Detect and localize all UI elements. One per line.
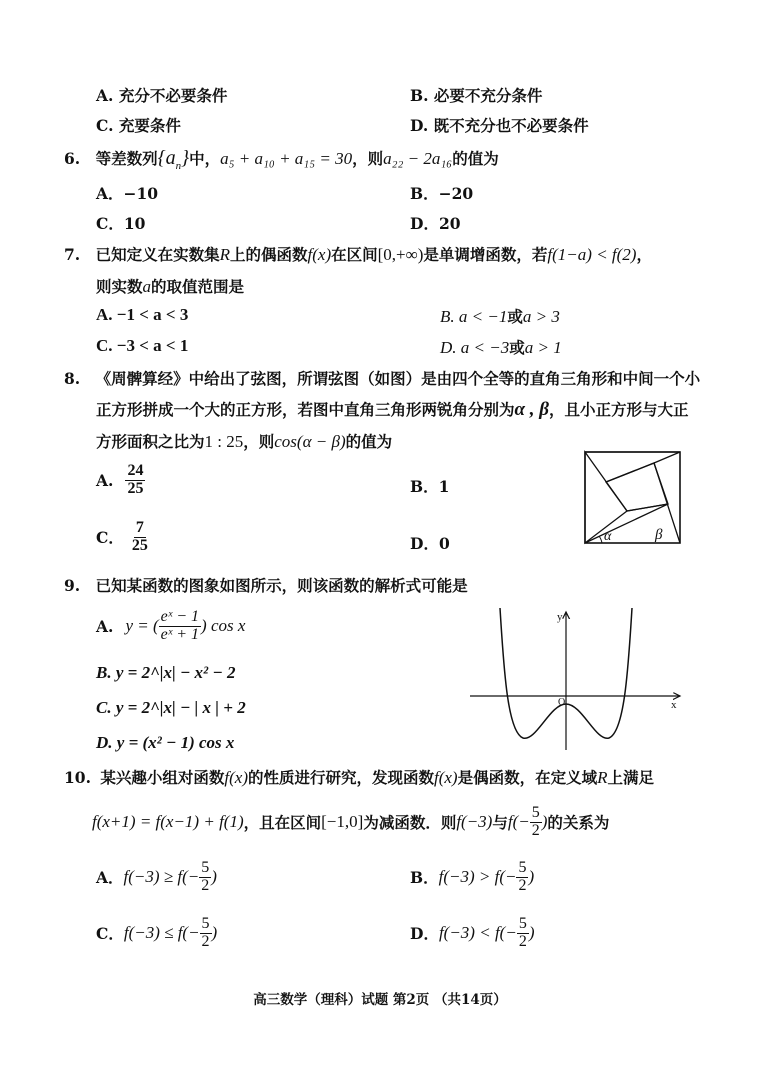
q8-option-c: C． $\frac{7}{25}$ bbox=[96, 519, 148, 554]
q6-option-a: A．−10 bbox=[96, 184, 159, 203]
q8-stem-line1: 8. 《周髀算经》中给出了弦图，所谓弦图（如图）是由四个全等的直角三角形和中间一个小 bbox=[64, 369, 701, 388]
q9-number: 9. bbox=[64, 576, 81, 595]
q7-option-c: C. −3 < a < 1 bbox=[96, 336, 189, 355]
q7-stem-line2: 则实数a的取值范围是 bbox=[96, 277, 245, 296]
q7-option-d: D. a < −3或a > 1 bbox=[440, 338, 562, 357]
beta-label: β bbox=[655, 527, 663, 543]
q6-stem: 6. 等差数列$\{a_n\}$中，a₅ + a₁₀ + a₁₅ = 30，则a₂₂ − 2a₁₆的值为 bbox=[64, 147, 499, 172]
q7-option-a: A. −1 < a < 3 bbox=[96, 305, 189, 324]
q9-stem: 9. 已知某函数的图象如图所示，则该函数的解析式可能是 bbox=[64, 576, 468, 595]
q10-option-d: D． f(−3) < f(− $\frac{5}{2}$ ) bbox=[410, 915, 535, 950]
q8-option-d: D．0 bbox=[410, 534, 450, 553]
q10-stem-line1: 10. 某兴趣小组对函数f(x)的性质进行研究，发现函数f(x)是偶函数，在定义域R上满足 bbox=[64, 768, 655, 787]
q6-sequence: $\{a_n\}$ bbox=[157, 147, 190, 172]
q10-option-b: B． f(−3) > f(− $\frac{5}{2}$ ) bbox=[410, 859, 535, 894]
q8-option-a: A. $\frac{24}{25}$ bbox=[96, 462, 144, 497]
q6-option-c: C．10 bbox=[96, 214, 146, 233]
origin-label: O bbox=[558, 697, 566, 708]
q8-stem-line3: 方形面积之比为1 : 25，则cos(α − β)的值为 bbox=[96, 432, 393, 451]
q10-option-c: C． f(−3) ≤ f(− $\frac{5}{2}$ ) bbox=[96, 915, 218, 950]
q9-option-c: C. y = 2^|x| − | x | + 2 bbox=[96, 698, 246, 717]
q9-option-b: B. y = 2^|x| − x² − 2 bbox=[96, 663, 236, 682]
q8-string-diagram bbox=[582, 449, 686, 547]
q8-number: 8. bbox=[64, 369, 81, 388]
q6-option-b: B．−20 bbox=[410, 184, 474, 203]
inner-square bbox=[606, 463, 668, 511]
q5-option-c: C. 充要条件 bbox=[96, 116, 181, 135]
page-footer: 高三数学（理科）试题 第2页 （共14页） bbox=[253, 992, 507, 1008]
q7-number: 7. bbox=[64, 245, 81, 264]
q6-expression: a₂₂ − 2a₁₆ bbox=[383, 149, 453, 168]
x-axis-label: x bbox=[671, 699, 677, 711]
q10-stem-line2: f(x+1) = f(x−1) + f(1) ，且在区间 [−1,0] 为减函数．则 f(−3) 与 f(− $\frac{5}{2}$ ) 的关系为 bbox=[92, 804, 610, 839]
q5-option-b: B. 必要不充分条件 bbox=[410, 86, 543, 105]
q9-option-d: D. y = (x² − 1) cos x bbox=[96, 733, 235, 752]
q7-option-b: B. a < −1或a > 3 bbox=[440, 307, 560, 326]
q6-option-d: D．20 bbox=[410, 214, 461, 233]
q7-stem-line1: 7. 已知定义在实数集R上的偶函数f(x)在区间[0,+∞)是单调增函数，若f(1−a) < f(2)， bbox=[64, 245, 652, 264]
q8-option-b: B．1 bbox=[410, 477, 450, 496]
q5-option-a: A. 充分不必要条件 bbox=[96, 86, 228, 105]
q8-stem-line2: 正方形拼成一个大的正方形，若图中直角三角形两锐角分别为α , β，且小正方形与大正 bbox=[96, 399, 689, 420]
q6-number: 6. bbox=[64, 149, 81, 168]
q10-number: 10. bbox=[64, 768, 91, 787]
q10-option-a: A． f(−3) ≥ f(− $\frac{5}{2}$ ) bbox=[96, 859, 217, 894]
q5-option-d: D. 既不充分也不必要条件 bbox=[410, 116, 589, 135]
y-axis-label: y bbox=[557, 611, 563, 623]
q6-equation-sum: a₅ + a₁₀ + a₁₅ = 30 bbox=[220, 149, 353, 168]
alpha-label: α bbox=[604, 529, 612, 544]
q9-option-a: A. y = ( $\frac{\text{eˣ − 1}}{\text{eˣ + 1}}$ ) cos x bbox=[96, 608, 246, 643]
q9-function-graph bbox=[468, 604, 688, 754]
